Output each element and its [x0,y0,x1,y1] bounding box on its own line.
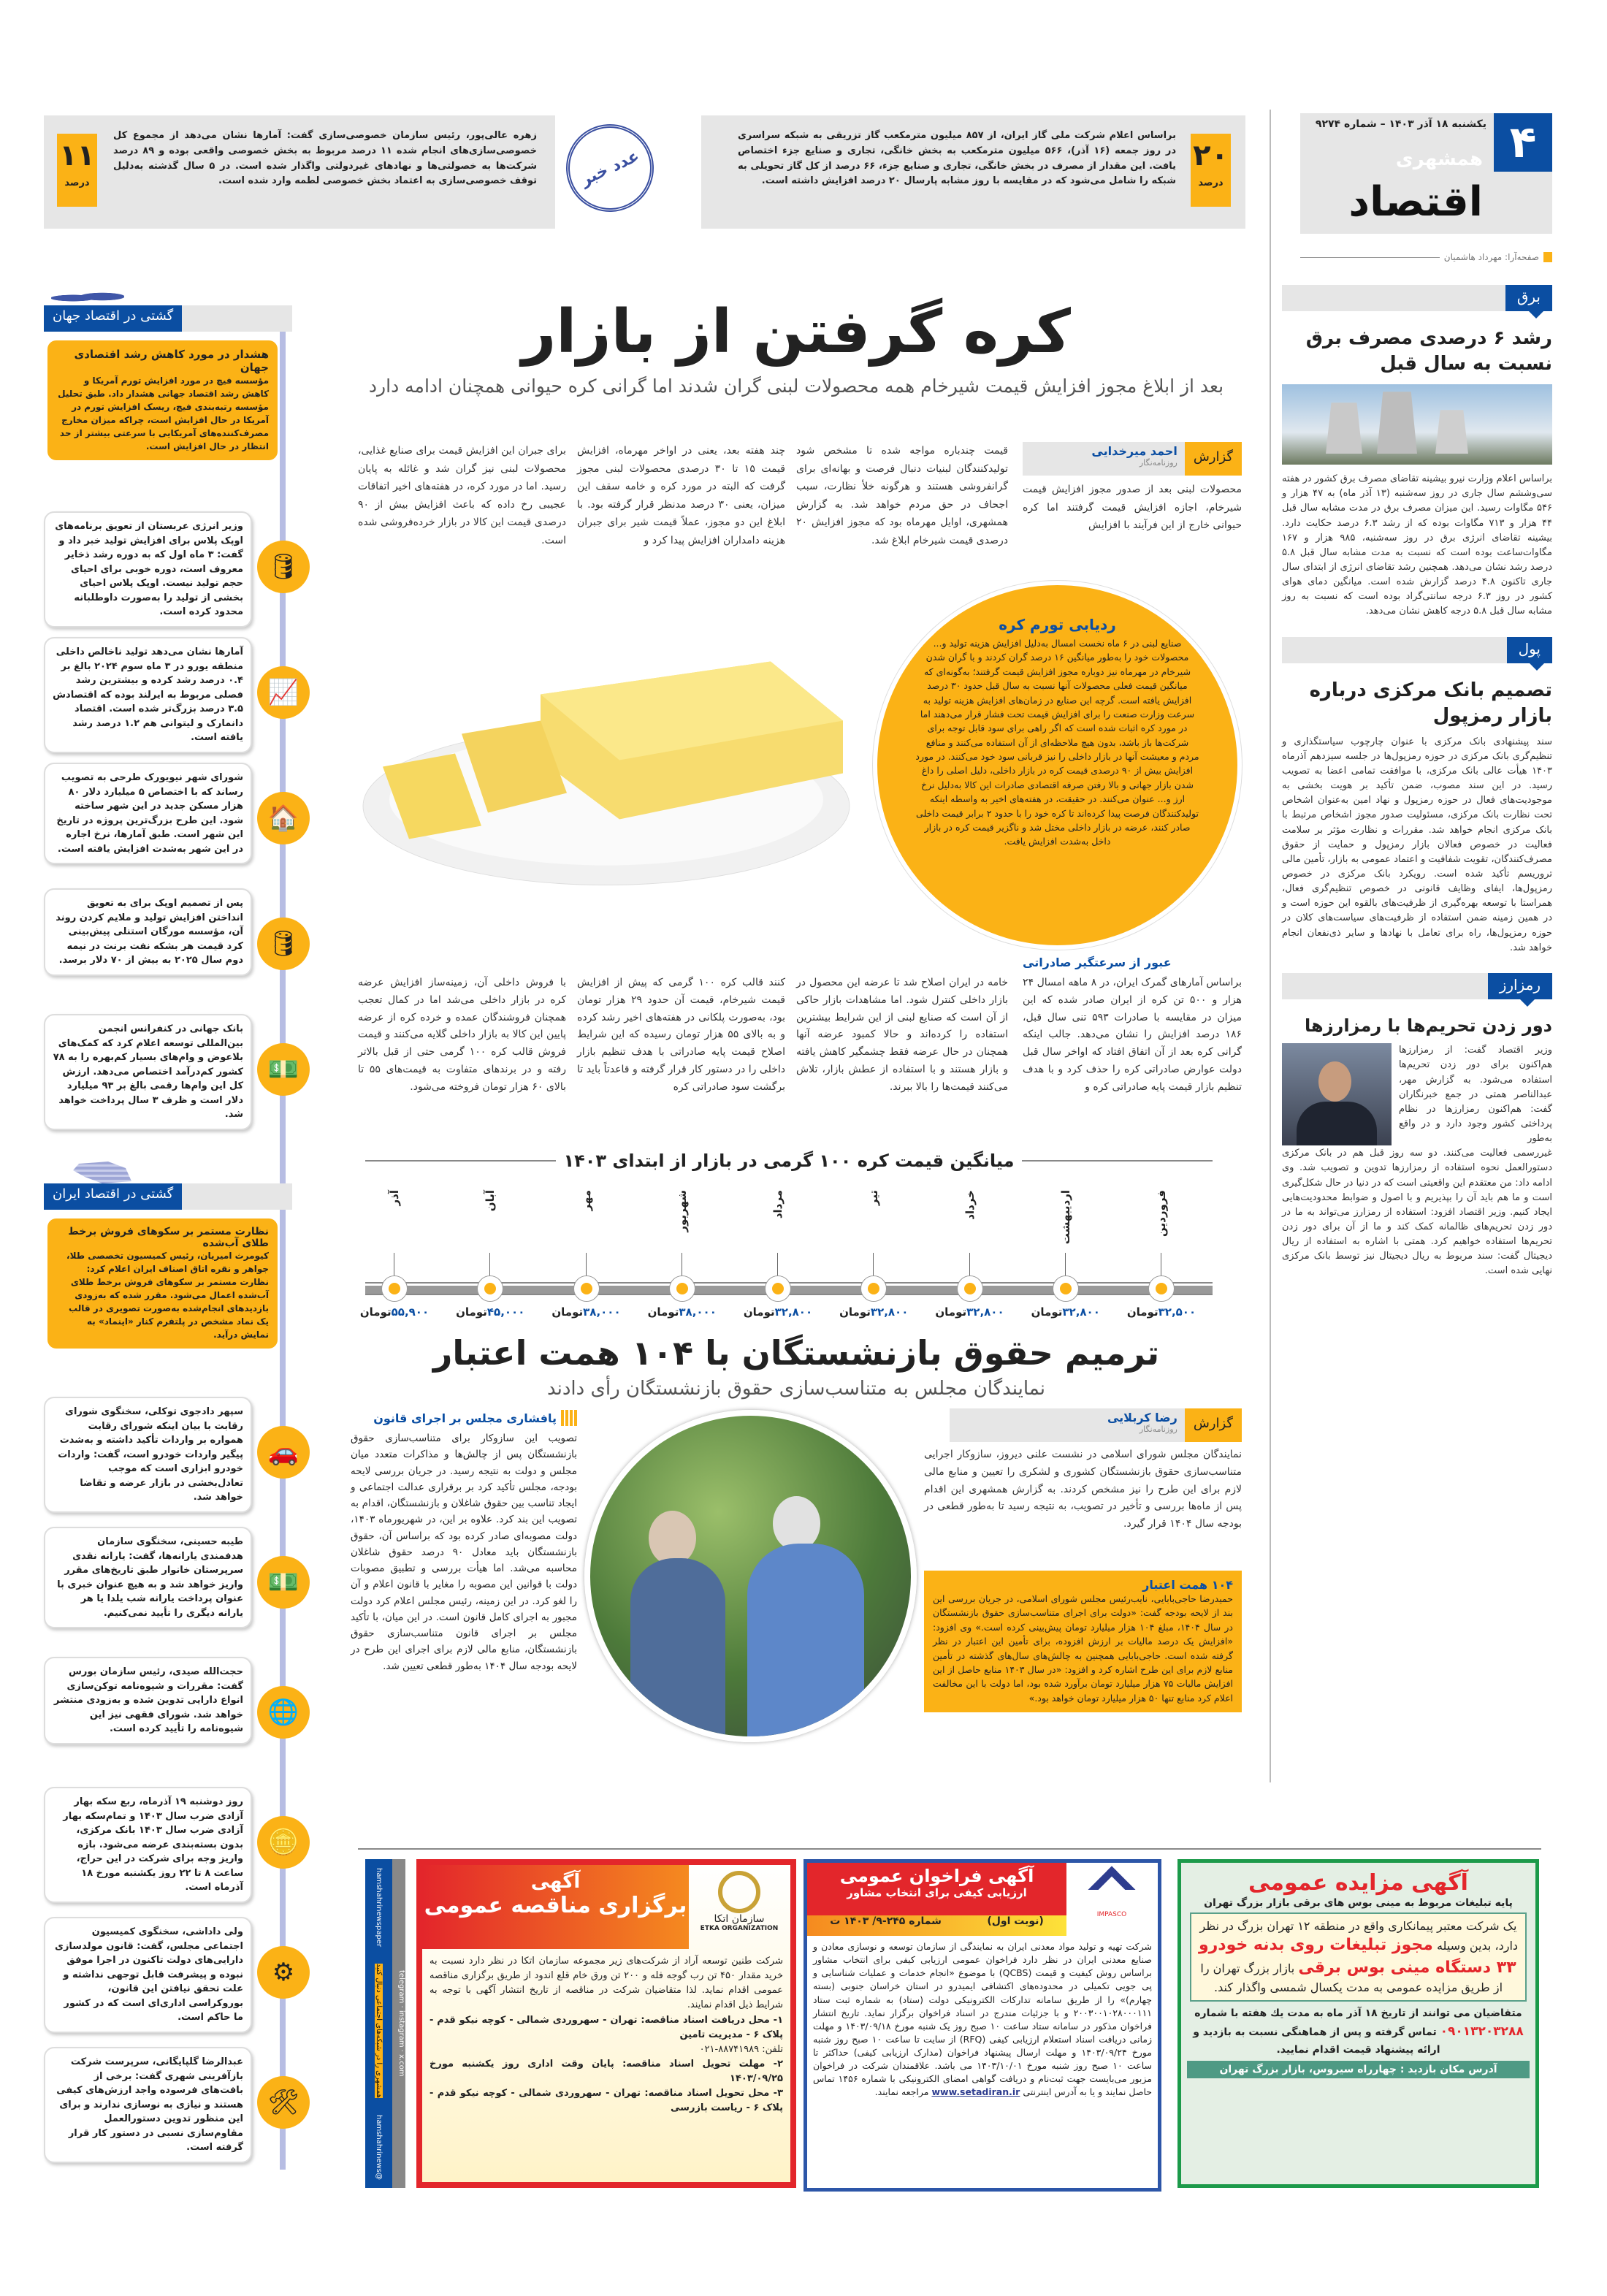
byline: گزارش رضا کربلایی روزنامه‌نگار [950,1408,1242,1442]
coins-icon: 🪙 [257,1816,310,1869]
marker-dot [477,1275,503,1302]
social-handle[interactable]: hamshahrinewspaper [375,1867,383,1947]
marker-dot [1148,1275,1175,1302]
news-brief: ولی داداشی، سخنگوی کمیسیون اجتماعی مجلس، گفت: قانون مولدسازی دارایی‌های دولت تاکنون در اجرا موفق نبوده و پیشرفت قابل توجهی نداشته و علت تحقق نیافتن این قانون، بوروکراسی اداری‌ای است که در کشور ما حاکم است. [44,1917,252,2033]
pensioners-photo [584,1410,917,1742]
chart-gear-icon: ⚙ [257,1946,310,1999]
etka-logo: سازمان اتکا ETKA ORGANIZATION [695,1871,783,1932]
car-icon: 🚗 [257,1426,310,1479]
cash-hand-icon: 💵 [257,1556,310,1609]
social-handle[interactable]: @hamshahrinews [375,2114,383,2180]
stem [777,1253,778,1278]
price-label: ۴۵,۰۰۰تومان [456,1305,525,1319]
marker-dot [573,1275,600,1302]
news-brief: حجت‌الله صیدی، رئیس سازمان بورس گفت: مقررات و شیوه‌نامه توکن‌سازی انواع دارایی تدوین شده و به‌زودی منتشر خواهد شد. شورای فقهی نیز این شیوه‌نامه را تأیید کرده است. [44,1657,252,1744]
price-label: ۳۸,۰۰۰تومان [551,1305,621,1319]
power-plant-photo [1282,384,1552,465]
oil-barrel-icon: 🛢 [257,918,310,970]
timeline-point [446,1151,534,1319]
number-badge: ۲۰ درصد [1191,134,1231,207]
news-brief: طیبه حسینی، سخنگوی سازمان هدفمندی یارانه‌ها، گفت: یارانه نقدی سرپرستان خانوار طبق تاریخ‌های مقرر واریز خواهد شد و به هیچ عنوان خبری با عنوان پرداخت یارانه شب یلدا یا هر یارانه دیگری را تأیید نمی‌کنیم. [44,1527,252,1628]
news-brief: بانک جهانی در کنفرانس انجمن بین‌المللی توسعه اعلام کرد که کمک‌های بلاعوض و وام‌های بسیار کم‌بهره را به ۷۸ کشور کم‌درآمد اختصاص می‌دهد. ارزش کل این وام‌ها رقمی بالغ بر ۹۳ میلیارد دلار است و ظرف ۳ سال پرداخت خواهد شد. [44,1014,252,1130]
pension-left-block: پافشاری مجلس بر اجرای قانون تصویب این سازوکار برای متناسب‌سازی حقوق بازنشستگان پس از چالش‌ها و مذاکرات متعدد میان مجلس و دولت به نتیجه رسید. در جریان بررسی لایحه بودجه، مجلس تأکید کرد بر برقراری عدالت اجتماعی و ایجاد تناسب بین حقوق شاغلان و بازنشستگان، اقدام به تصویب این بند کرد. علاوه بر این، در شهریورماه ۱۴۰۳، دولت مصوبه‌ای صادر کرده بود که براساس آن، حقوق بازنشستگان باید معادل ۹۰ درصد حقوق شاغلان محاسبه می‌شد. اما هیأت بررسی و تطبیق مصوبات دولت با قوانین این مصوبه را مغایر با قانون اعلام و آن را لغو کرد. در این زمینه، رئیس مجلس اعلام کرد دولت مجبور به اجرای کامل قانون است. در این میان، با تأکید مجلس بر اجرای قانون متناسب‌سازی حقوق بازنشستگان، منابع مالی لازم برای اجرای این طرح در لایحه بودجه سال ۱۴۰۴ به‌طور قطعی تعیین شد. [351,1411,578,1672]
month-label: مرداد [771,1190,785,1219]
setad-link[interactable]: www.setadiran.ir [931,2086,1020,2098]
news-brief: وزیر انرژی عربستان از تعویق برنامه‌های اوپک پلاس برای افزایش تولید خبر داد و گفت: ۳ ماه اول که به دوره رشد ذخایر معروف است، دوره خوبی برای احیای حجم تولید نیست. اوپک پلاس احیای بخشی از تولید را به‌صورت داوطلبانه محدود کرده است. [44,511,252,628]
price-label: ۵۵,۹۰۰تومان [359,1305,430,1319]
month-label: آبان [484,1190,497,1212]
impasco-ad: آگهی فراخوان عمومی ارزیابی کیفی برای انتخاب مشاور (نوبت اول) شماره ۲۴۵-۹/ ۱۴۰۳ ت IMPASCO شرکت تهیه و تولید مواد معدنی ایران به نمایندگی از سازمان توسعه و نوسازی معادن و صنایع معدنی ایران در نظر دارد فراخوان عمومی ارزیابی کیفی برای انتخاب مشاور براساس روش کیفیت و قیمت (QCBS) با موضوع «انجام خدمات و عملیات شناسایی و پی جویی تکمیلی در محدوده‌های اکتشافی ایمیدرو در استان خراسان جنوبی (بسته چهارم)» را از طریق سامانه تدارکات الکترونیکی دولت (ستاد) به شماره ثبت ستاد ۲۰۰۳۰۰۱۰۲۸۰۰۰۱۱۱ و با جزئیات مندرج در اسناد فراخوان برگزار نماید. تاریخ انتشار فراخوان مذکور در سامانه ستاد ساعت ۱۰ صبح روز یک شنبه مورخ ۱۴۰۳/۰۹/۱۸ و مهلت زمانی دریافت اسناد استعلام ارزیابی کیفی (RFQ) از سایت تا ساعت ۱۰ صبح روز شنبه مورخ ۱۴۰۳/۰۹/۲۴ و مهلت ارسال پیشنهاد فراخوان (مدارک ارزیابی کیفی) حداکثر تا ساعت ۱۰ صبح روز شنبه مورخ ۱۴۰۳/۱۰/۰۱ می باشد. علاقمندان شرکت در فراخوان مزبور می‌بایست جهت ثبت‌نام و دریافت گواهی امضای الکترونیکی با شماره ۱۴۵۶ تماس حاصل نمایند و یا به آدرس اینترنتی www.setadiran.ir مراجعه نمایند. [804,1859,1161,2192]
month-label: تیر [867,1190,881,1206]
timeline-point [1022,1151,1110,1319]
timeline-point [926,1151,1014,1319]
issue-date: یکشنبه ۱۸ آذر ۱۴۰۳ – شماره ۹۲۷۴ [1315,118,1486,130]
price-label: ۳۲,۸۰۰تومان [839,1305,909,1319]
stem [1065,1253,1066,1278]
timeline-point [1118,1151,1205,1319]
timeline-point [543,1151,630,1319]
month-label: فروردین [1155,1190,1168,1237]
iran-header: گشتی در اقتصاد ایران [44,1183,292,1210]
news-brief: شورای شهر نیویورک طرحی به تصویب رساند که با اختصاص ۵ میلیارد دلار ۸۰ هزار مسکن جدید در این شهر ساخته شود. این طرح بزرگ‌ترین پروژه در تاریخ این شهر است. طبق آمارها، نرخ اجاره در این شهر به‌شدت افزایش یافته است. [44,763,252,864]
page-credit: صفحه‌آرا: مهرداد هاشمیان [1300,252,1552,262]
timeline-point [734,1151,822,1319]
news-brief: روز دوشنبه ۱۹ آذرماه، ربع سکه بهار آزادی ضرب سال ۱۴۰۳ و تمام‌سکه بهار آزادی ضرب سال ۱۴۰۳ بانک مرکزی، بدون بسته‌بندی عرضه می‌شود. بازه واریز وجه برای شرکت در این حراج، ساعت ۸ تا ۲۲ روز یکشنبه مورخ ۱۸ آذرماه است. [44,1787,252,1903]
crypto-headline: دور زدن تحریم‌ها با رمزارزها [1305,1015,1552,1036]
marker-dot [957,1275,983,1302]
divider [1300,257,1440,258]
world-lead: هشدار در مورد کاهش رشد اقتصادی جهان مؤسسه فیچ در مورد افزایش تورم آمریکا و کاهش رشد اقتصاد جهانی هشدار داد. طبق تحلیل مؤسسه رتبه‌بندی فیچ، ریسک افزایش تورم در آمریکا در حال افزایش است، چراکه میزان مخارج مصرف‌کننده‌های آمریکایی با سرعتی بیشتر از حد انتظار در حال افزایش است. [47,340,278,460]
news-brief: سپهر دادجوی توکلی، سخنگوی شورای رقابت با بیان اینکه شورای رقابت همواره بر واردات تأکید داشته و به‌شدت پیگیر واردات خودرو است، گفت: واردات خودرو ابزاری است که موجب تعادل‌بخشی در بازار عرضه و تقاضا خواهد شد. [44,1397,252,1513]
iran-lead: نظارت مستمر بر سکوهای فروش برخط طلای آب‌شده کیومرث امیریان، رئیس کمیسیون تخصصی طلا، جواهر و نقره اتاق اصناف ایران اعلام کرد: نظارت مستمر بر سکوهای فروش برخط طلای آب‌شده اعمال می‌شود. مقرر شده که به‌زودی بازدیدهای انجام‌شده به‌صورت تصویری در قالب یک نماد مشخص در پلتفرم کنار «اینماد» به نمایش درآید. [47,1218,278,1349]
etka-ad: آگهی برگزاری مناقصه عمومی سازمان اتکا ETKA ORGANIZATION شرکت طنین توسعه آراد از شرکت‌های زیر مجموعه سازمان اتکا در نظر دارد نسبت به خرید مقدار ۴۵۰ تن رب گوجه فله و ۲۰۰ تن ورق خام قلع اندود از طریق برگزاری مناقصه عمومی اقدام نماید. لذا متقاضیان شرکت در مناقصه از تاریخ انتشار آگهی با توجه به شرایط ذیل اقدام نمایند. ۱- محل دریافت اسناد مناقصه: تهران - سهروردی شمالی - کوچه نیکو قدم - پلاک ۶ - مدیریت تامین تلفن: ۸۸۷۴۱۹۸۹-۰۲۱ ۲- مهلت تحویل اسناد مناقصه: پایان وقت اداری روز یکشنبه مورخ ۱۴۰۳/۰۹/۲۵ ۳- محل تحویل اسناد مناقصه: تهران - سهروردی شمالی - کوچه نیکو قدم - پلاک ۶ - ریاست بازرسی [416,1859,796,2188]
column-divider [1270,110,1271,1782]
right-column [1282,285,1552,1279]
minister-photo [1282,1043,1392,1145]
crypto-section: رمزارز دور زدن تحریم‌ها با رمزارزها وزیر اقتصاد گفت: از رمزارزها هم‌اکنون برای دور زدن تحریم‌ها استفاده می‌شود. به گزارش مهر، عبدالناصر همتی در جمع خبرنگاران گفت: هم‌اکنون رمزارزها در نظام پرداختی کشور وجود دارد و در واقع به‌طور غیررسمی فعالیت می‌کنند. دو سه روز قبل هم در بانک مرکزی دستورالعمل نحوه استفاده از رمزارزها تدوین و تصویب شد. وی ادامه داد: من معتقدم این واقعیتی است که در دنیا در حال شکل‌گیری است و ما هم باید آن را بپذیریم و با اصول و ضوابط محدودیت‌هایی ایجاد کنیم. وزیر اقتصاد افزود: استفاده از رمزارز می‌تواند به ما در دور زدن تحریم‌های ظالمانه کمک کند و ما از آن برای دور زدن تحریم‌ها استفاده خواهیم کرد. همتی با اشاره به استفاده از ریال دیجیتال گفت: سند مربوط به ریال دیجیتال نیز توسط بانک مرکزی نهایی شده است. [1282,973,1552,1279]
chart-title: میانگین قیمت کره ۱۰۰ گرمی در بازار از ابتدای ۱۴۰۳ [365,1151,1213,1171]
month-label: آذر [388,1190,401,1206]
ads-divider [358,1848,1541,1850]
price-label: ۳۲,۸۰۰تومان [935,1305,1004,1319]
number-news-left [44,115,555,229]
price-label: ۳۲,۸۰۰تومان [743,1305,813,1319]
masthead [1300,113,1552,234]
money-headline: تصمیم بانک مرکزی درباره بازار رمزپول [1309,679,1552,727]
pension-subtitle: نمایندگان مجلس به متناسب‌سازی حقوق بازنشستگان رأی دادند [546,1378,1046,1400]
oil-rig-icon: 🛢 [257,541,310,593]
byline: گزارش احمد میرخدایی روزنامه‌نگار [1023,442,1242,476]
section-title: اقتصاد [1348,178,1483,226]
inflation-circle: ردیابی تورم کره صنایع لبنی در ۶ ماه نخست امسال به‌دلیل افزایش هزینه تولید و... محصولات خود را به‌طور میانگین ۱۶ درصد گران کردند و با گران شدن شیرخام در مهرماه نیز دوباره مجوز افزایش قیمت گرفتند؛ به‌گونه‌ای که میانگین قیمت فعلی محصولات آنها نسبت به سال قبل حدود ۳۰ درصد افزایش یافته است. گرچه این صنایع در زمان‌های افزایش هزینه تولید به سرعت وزارت صنعت را برای افزایش قیمت تحت فشار قرار می‌دهند اما در مورد کره اثبات شده است که اگر راهی برای سود قابل توجه برای شرکت‌ها باز باشد، بدون هیچ ملاحظه‌ای از آن استفاده می‌کنند و منافع مردم و معیشت آنها در بازار داخلی را نیز قربانی سود خود می‌کنند. در مورد افزایش بیش از ۹۰ درصدی قیمت کره در بازار داخلی، دلیل اصلی را داغ شدن بازار جهانی و بالا رفتن صرفه اقتصادی صادرات این کالا به‌دلیل نرخ ارز و... عنوان می‌کنند. در حقیقت، در هفته‌های اخیر به واسطه اینکه تولیدکنندگان فرصت پیدا کرده‌اند تا کره خود را با حدود ۲ برابر قیمت داخلی صادر کنند، عرضه در بازار داخلی مختل شد و ناگزیر قیمت کره در بازار داخل به‌شدت افزایش یافت. [873,581,1242,950]
social-strip: telegram · instagram · x.com @hamshahrinews همشهری را در شبکه‌های اجتماعی دنبال کنید hamshahrinewspaper [365,1859,405,2188]
section-tag: رمزارز [1282,973,1552,999]
impasco-logo: IMPASCO [1072,1869,1152,1918]
number-news-text: زهره عالی‌پور، رئیس سازمان خصوصی‌سازی گفت: آمارها نشان می‌دهد از مجموع کل خصوصی‌سازی‌های انجام شده ۱۱ درصد مربوط به بخش خصوصی واقعی بوده و ۸۹ درصد شرکت‌ها به خصولتی‌ها و نهادهای غیردولتی واگذار شده است. در ۵ سال گذشته به‌دلیل توقف خصوصی‌سازی به اعتماد بخش خصوصی لطمه وارد شده است. [113,130,538,187]
timeline-point [351,1151,438,1319]
month-label: خرداد [963,1190,977,1220]
house-icon: 🏠 [257,792,310,844]
number-news-text: براساس اعلام شرکت ملی گاز ایران، از ۸۵۷ میلیون مترمکعب گاز تزریقی به شبکه سراسری در روز جمعه (۱۶ آذر)، ۵۶۶ میلیون مترمکعب به بخش خانگی، تجاری و صنایع جزء اختصاص یافت. این مقدار از مصرف در بخش خانگی، تجاری و صنایع جزء، ۶۶ درصد از کل گاز تحویلی به شبکه را شامل می‌شود که در مقایسه با روز مشابه پارسال ۲۰ درصد افزایش داشته است. [738,130,1177,187]
price-label: ۳۲,۸۰۰تومان [1031,1305,1100,1319]
marker-dot [381,1275,408,1302]
marker-dot [1053,1275,1079,1302]
news-brief: عبدالرضا گلپایگانی، سرپرست شرکت بازآفرینی شهری گفت: برخی از بافت‌های فرسوده واجد ارزش‌های کیفی هستند و نیازی به نوسازی ندارند و برای این منظور تدوین دستورالعمل مقاوم‌سازی نسبی در دستور کار قرار گرفته است. [44,2047,252,2163]
number-badge: ۱۱ درصد [57,134,97,207]
phone-number: ۰۹۰۱۳۲۰۳۲۸۸ [1440,2024,1524,2039]
stem [489,1253,490,1278]
marker-dot [860,1275,887,1302]
pension-headline: ترمیم حقوق بازنشستگان با ۱۰۴ همت اعتبار [432,1333,1160,1373]
number-news-right [701,115,1245,229]
globe-coins-icon: 🌐 [257,1686,310,1739]
auction-ad: آگهی مزایده عمومی پایه تبلیغات مربوط به مینی بوس های برقی بازار بزرگ تهران یک شرکت معتبر پیمانکاری واقع در منطقه ۱۲ تهران بزرگ در نظر دارد، بدین وسیله مجوز تبلیغات روی بدنه خودرو ۳۳ دستگاه مینی بوس برقی بازار بزرگ تهران را از طریق مزایده عمومی به مدت یکسال شمسی واگذار کند. متقاضیان می توانند از تاریخ ۱۸ آذر ماه به مدت یك هفته با شماره ۰۹۰۱۳۲۰۳۲۸۸ تماس گرفته و پس از هماهنگی نسبت به بازدید و ارائه پیشنهاد قیمت اقدام نمایید. آدرس مکان بازدید : چهارراه سیروس، بازار بزرگ تهران [1177,1859,1539,2188]
stem [586,1253,587,1278]
month-label: مهر [579,1190,593,1211]
price-label: ۳۲,۵۰۰تومان [1126,1305,1196,1319]
world-map-icon [51,291,124,305]
money-hand-icon: 💵 [257,1043,310,1096]
page-number: ۴ [1494,113,1552,172]
price-label: ۳۸,۰۰۰تومان [647,1305,717,1319]
iran-map-icon [73,1162,131,1183]
month-label: شهریور [675,1190,689,1232]
timeline-point [638,1151,726,1319]
credit-marker-icon [1543,252,1552,262]
subhead-export: عبور از سرعتگیر صادراتی [1023,956,1172,969]
marker-dot [669,1275,695,1302]
timeline-point [830,1151,917,1319]
news-brief: آمارها نشان می‌دهد تولید ناخالص داخلی منطقه یورو در ۳ ماه سوم ۲۰۲۴ بالغ بر ۰.۴ درصد رشد کرده و بیشترین رشد فصلی مربوط به ایرلند بوده که اقتصادش ۳.۵ درصد بزرگ‌تر شده است. اقتصاد دانمارک و لیتوانی هم ۱.۲ درصد رشد یافته است. [44,637,252,753]
main-headline: کره گرفتن از بازار [522,297,1071,367]
tools-house-icon: 🛠 [257,2076,310,2129]
section-marker-icon [561,1410,577,1426]
price-timeline [359,1151,1213,1326]
world-header: گشتی در اقتصاد جهان [44,305,292,332]
section-tag: برق [1282,285,1552,311]
pension-box: ۱۰۴ همت اعتبار حمیدرضا حاجی‌بابایی، نایب‌رئیس مجلس شورای اسلامی، در جریان بررسی این بند از لایحه بودجه گفت: «دولت برای اجرای متناسب‌سازی حقوق بازنشستگان در سال ۱۴۰۴، مبلغ ۱۰۴ هزار میلیارد تومان پیش‌بینی کرده است.» وی افزود: «افزایش یک درصد مالیات بر ارزش افزوده، برای تأمین این اعتبار در نظر گرفته شده است. حاجی‌بابایی همچنین به چالش‌های سال‌های گذشته در تأمین منابع لازم برای این طرح اشاره کرد و افزود: «در سال ۱۴۰۳ منابع حاصل از این افزایش مالیات ۷۵ هزار میلیارد تومان برآورد شده بود، اما دولت با این مخالفت اعلام کرد منابع تنها ۵۰ هزار میلیارد تومان خواهد بود.» [924,1571,1242,1712]
main-subtitle: بعد از ابلاغ مجوز افزایش قیمت شیرخام همه محصولات لبنی گران شدند اما گرانی کره حیوانی همچنان ادامه دارد [368,375,1224,397]
electricity-section: برق رشد ۶ درصدی مصرف برق نسبت به سال قبل براساس اعلام وزارت نیرو بیشینه تقاضای مصرف برق کشور در هفته سی‌وششم سال جاری در روز سه‌شنبه (۱۳ آذر ماه) به ۴۷ هزار و ۵۴۶ مگاوات رسید. این میزان مصرف برق در مدت مشابه سال قبل ۴۴ هزار و ۷۱۳ مگاوات بوده که از رشد ۶.۳ درصد حکایت دارد. بیشینه تقاضای انرژی برق در روز سه‌شنبه، ۹۸۵ هزار و ۱۶۷ مگاوات‌ساعت بوده است که نسبت به مدت مشابه سال قبل ۵.۸ درصد رشد نشان می‌دهد. همچنین رشد تقاضای انرژی از ابتدای سال جاری تاکنون ۴.۸ درصد گزارش شده است. میانگین دمای هوای کشور در روز ۶.۳ درجه سانتی‌گراد بوده است که نسبت به روز مشابه سال قبل ۵.۸ درجه کاهش نشان می‌دهد. [1282,285,1552,619]
section-tag: پول [1282,637,1552,663]
sidebar-timeline-line [280,321,286,2170]
paper-logo: همشهری [1395,148,1483,170]
electricity-headline: رشد ۶ درصدی مصرف برق نسبت به سال قبل [1305,327,1552,375]
month-label: اردیبهشت [1058,1190,1072,1245]
marker-dot [765,1275,791,1302]
growth-chart-icon: 📈 [257,666,310,719]
money-section: پول تصمیم بانک مرکزی درباره بازار رمزپول سند پیشنهادی بانک مرکزی با عنوان چارچوب سیاستگذاری و تنظیم‌گری بانک مرکزی در حوزه رمزپول‌ها در جلسه سیزدهم آذرماه ۱۴۰۳ هیأت عالی بانک مرکزی، با موافقت تمامی اعضا به تصویب رسید. در این سند مصوب، ضمن تأکید بر هویت بخشی به موجودیت‌های فعال در حوزه رمزپول و نهاد امین به‌عنوان اشخاص تحت نظارت بانک مرکزی، مسئولیت صدور مجوز اشخاص مرتبط با بانک مرکزی انجام خواهد شد. مقررات و نظارت مؤثر بر سلامت فعالیت در خصوص فعالان بازار رمزپول و حمایت از حقوق مصرف‌کنندگان، تقویت شفافیت و اعتماد عمومی به بازار، تأمین مالی تروریسم تأکید شده است. رویکرد بانک مرکزی در خصوص رمزپول‌ها، ایفای وظایف قانونی در خصوص تنظیم‌گری فعال، همراستا با توسعه بهره‌گیری از ظرفیت‌های بالقوه این حوزه است و در همین زمینه ضمن استفاده از ظرفیت‌های سیاست‌های کلان در حوزه رمزپول‌ها، راه برای تعامل با نهادها و سایر ذی‌نفعان انجام خواهد شد. [1282,637,1552,956]
stamp: عدد خبر [551,110,668,226]
stem [969,1253,970,1278]
butter-illustration [343,606,869,920]
stem [873,1253,874,1278]
news-brief: پس از تصمیم اوپک برای به تعویق انداختن افزایش تولید و ملایم کردن روند آن، مؤسسه مورگان استنلی پیش‌بینی کرد قیمت هر بشکه نفت برنت در نیمه دوم سال ۲۰۲۵ به بیش از ۷۰ دلار برسد. [44,888,252,976]
